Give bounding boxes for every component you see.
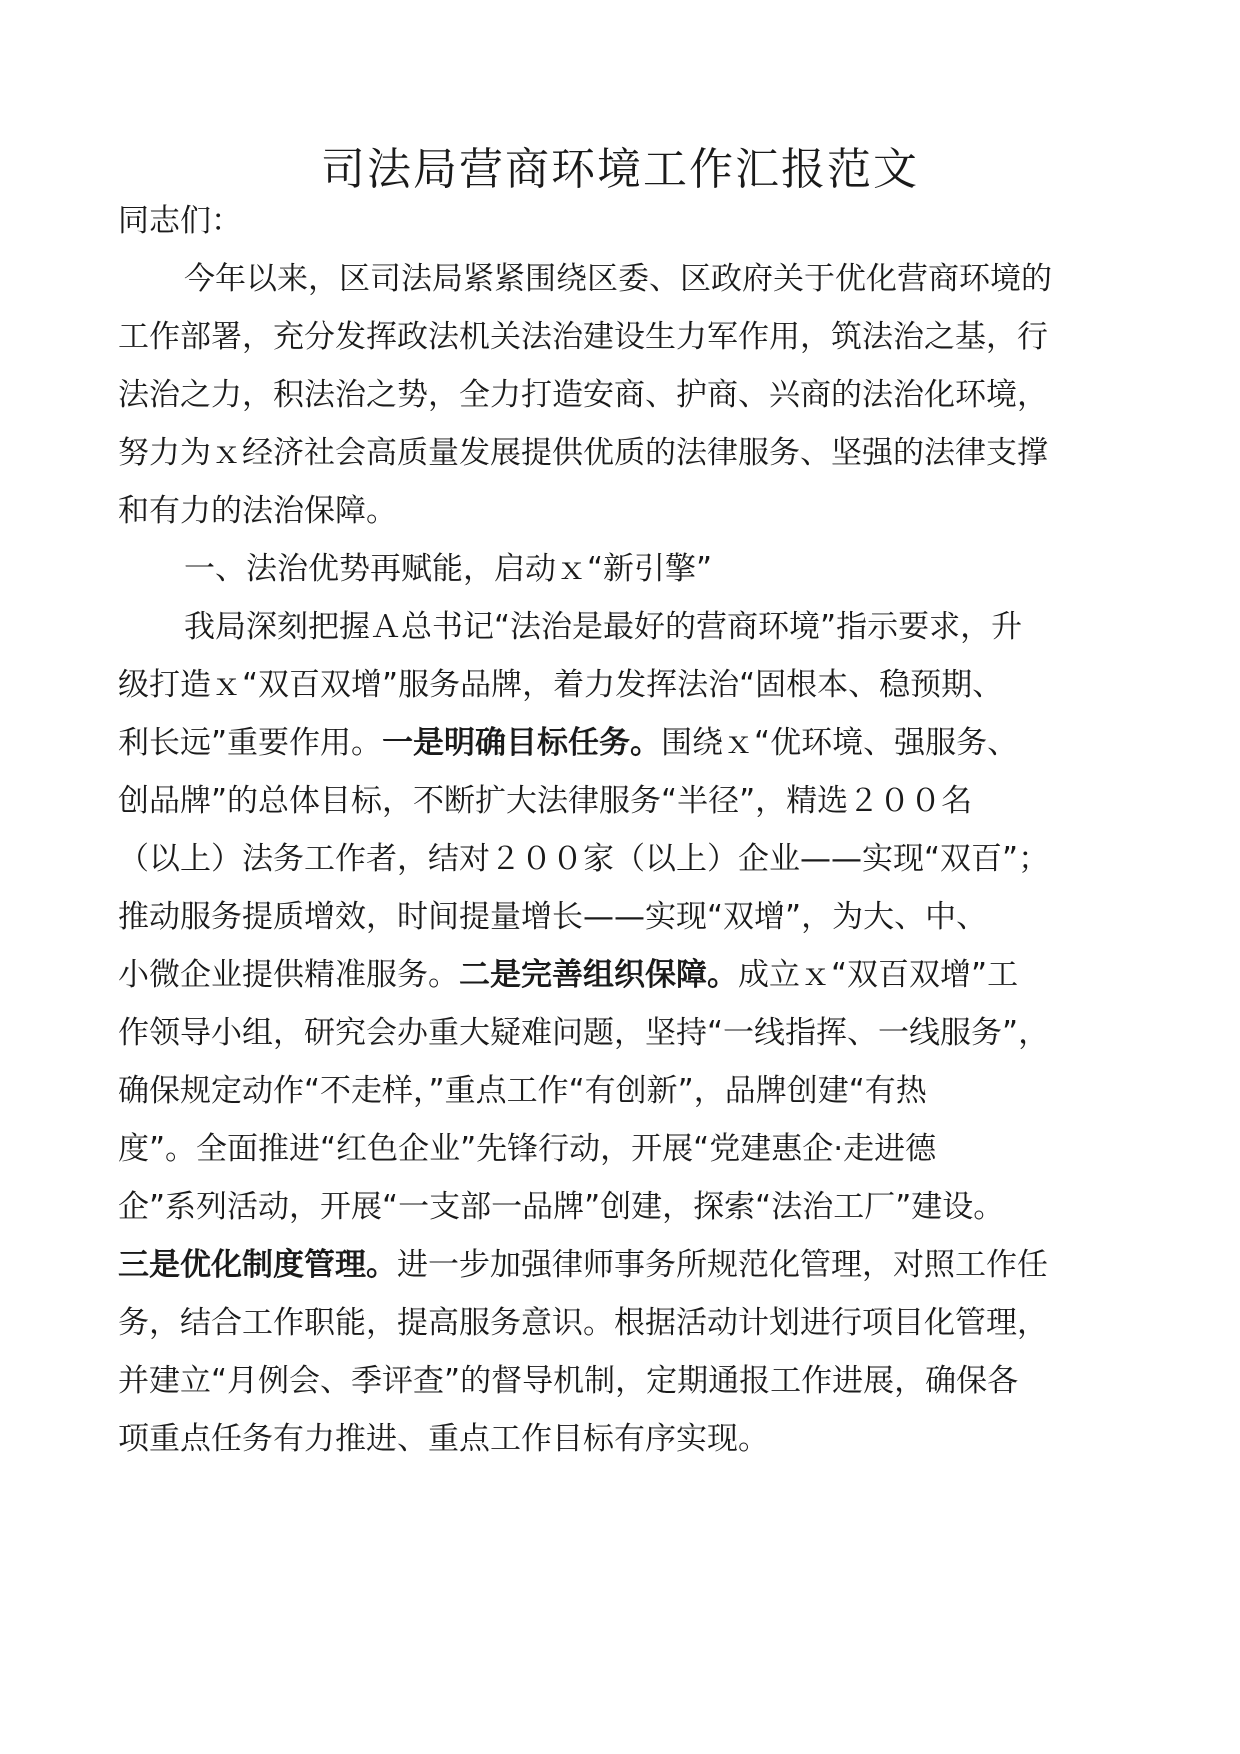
text-segment: 成立ｘ“双百双增”工 xyxy=(738,957,1019,993)
text-line-11: （以上）法务工作者，结对２００家（以上）企业——实现“双百”； xyxy=(118,841,1050,877)
text-segment: 利长远”重要作用。 xyxy=(118,725,383,761)
text-line-19: 务，结合工作职能，提高服务意识。根据活动计划进行项目化管理， xyxy=(118,1305,1048,1341)
text-line-20: 并建立“月例会、季评查”的督导机制，定期通报工作进展，确保各 xyxy=(118,1363,1019,1399)
text-line-13 xyxy=(118,954,1018,996)
text-line-10: 创品牌”的总体目标，不断扩大法律服务“半径”，精选２００名 xyxy=(118,783,973,819)
text-segment: 进一步加强律师事务所规范化管理，对照工作任 xyxy=(397,1247,1048,1283)
text-line-12: 推动服务提质增效，时间提量增长——实现“双增”，为大、中、 xyxy=(118,899,988,935)
text-line-5: 和有力的法治保障。 xyxy=(118,493,397,529)
text-line-16: 度”。全面推进“红色企业”先锋行动，开展“党建惠企·走进德 xyxy=(118,1131,937,1167)
text-line-3: 法治之力，积法治之势，全力打造安商、护商、兴商的法治化环境， xyxy=(118,377,1048,413)
text-line-15: 确保规定动作“不走样，”重点工作“有创新”，品牌创建“有热 xyxy=(118,1073,927,1109)
text-line-8: 级打造ｘ“双百双增”服务品牌，着力发挥法治“固根本、稳预期、 xyxy=(118,667,1004,703)
salutation-line: 同志们： xyxy=(118,203,242,239)
bold-point-2: 二是完善组织保障。 xyxy=(459,957,738,993)
text-segment: 围绕ｘ“优环境、强服务、 xyxy=(661,725,1019,761)
text-line-21: 项重点任务有力推进、重点工作目标有序实现。 xyxy=(118,1421,769,1457)
text-line-4: 努力为ｘ经济社会高质量发展提供优质的法律服务、坚强的法律支撑 xyxy=(118,435,1048,471)
section-heading: 一、法治优势再赋能，启动ｘ“新引擎” xyxy=(184,551,713,587)
text-line-7: 我局深刻把握Ａ总书记“法治是最好的营商环境”指示要求，升 xyxy=(184,609,1023,645)
text-line-2: 工作部署，充分发挥政法机关法治建设生力军作用，筑法治之基，行 xyxy=(118,319,1048,355)
text-line-1: 今年以来，区司法局紧紧围绕区委、区政府关于优化营商环境的 xyxy=(184,261,1052,297)
text-segment: 小微企业提供精准服务。 xyxy=(118,957,459,993)
bold-point-3: 三是优化制度管理。 xyxy=(118,1247,397,1283)
text-line-17: 企”系列活动，开展“一支部一品牌”创建，探索“法治工厂”建设。 xyxy=(118,1189,1005,1225)
text-line-9 xyxy=(118,722,1018,764)
text-line-18 xyxy=(118,1244,1048,1286)
bold-point-1: 一是明确目标任务。 xyxy=(382,725,662,761)
document-title: 司法局营商环境工作汇报范文 xyxy=(321,144,919,195)
text-line-14: 作领导小组，研究会办重大疑难问题，坚持“一线指挥、一线服务”， xyxy=(118,1015,1050,1051)
